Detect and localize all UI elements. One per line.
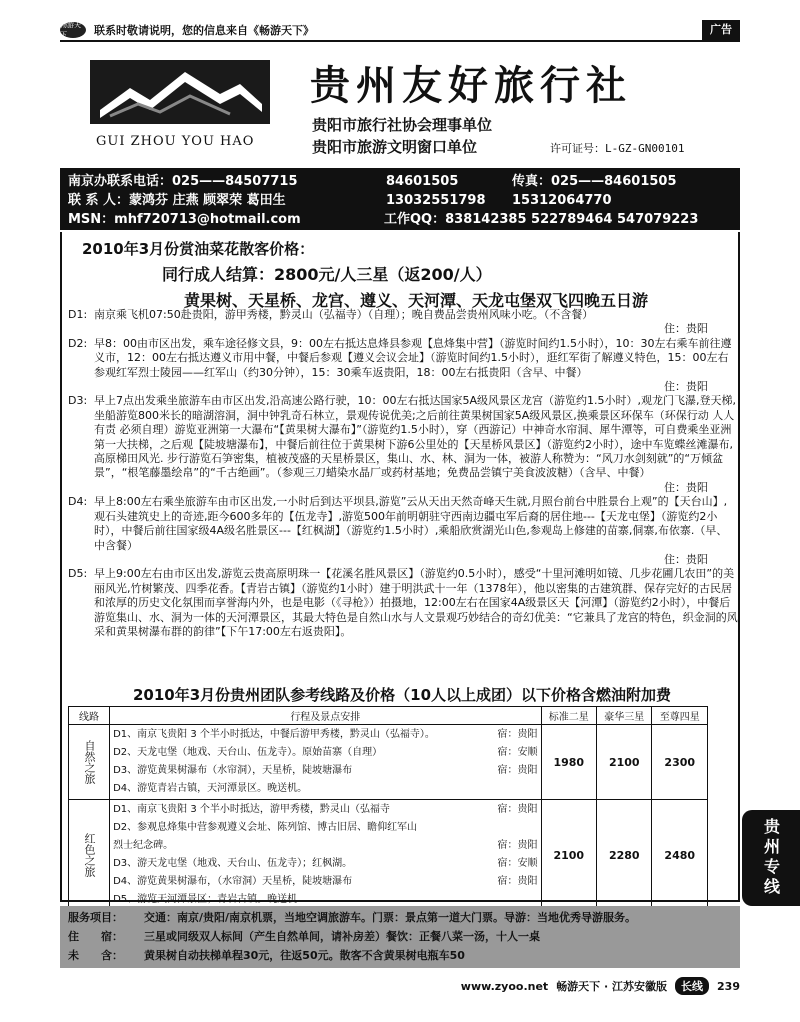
- main-content: [60, 232, 740, 905]
- day-text: 南京乘飞机07:50赴贵阳，游甲秀楼，黔灵山（弘福寺）（自理）；晚自费品尝贵州风味小吃。（不含餐）: [94, 308, 594, 321]
- col-three-star: 豪华三星: [597, 707, 652, 725]
- top-bar: [60, 20, 740, 42]
- day-stay: 住：贵阳: [664, 552, 708, 566]
- service-text: 交通：南京/贵阳/南京机票，当地空调旅游车。门票：景点第一道大门票。导游：当地优秀导游服务。: [144, 911, 637, 924]
- promo-price: 同行成人结算：2800元/人三星（返200/人）: [162, 265, 492, 284]
- promo-title: 2010年3月份赏油菜花散客价格：: [82, 240, 315, 258]
- route-category: 红色之旅: [69, 800, 110, 911]
- itinerary-line: D3、游览黄果树瀑布（水帘洞），天星桥，陡坡塘瀑布: [113, 765, 353, 776]
- day-label: D5:: [68, 567, 88, 581]
- itinerary-line: D4、游览青岩古镇，天河潭景区。晚送机。: [113, 783, 308, 794]
- itinerary-stay: 宿：贵阳: [497, 804, 538, 815]
- price-two-star: 2100: [541, 800, 596, 911]
- itinerary-line: D2、天龙屯堡（地戏、天台山、伍龙寺）。原始苗寨（自理）: [113, 747, 383, 758]
- contact-people: 联 系 人：蒙鸿芬 庄燕 顾翠荣 葛田生: [68, 193, 286, 208]
- itinerary-stay: 宿：安顺: [497, 858, 538, 869]
- itinerary-line: 烈士纪念碑。: [113, 840, 174, 851]
- itinerary-line: D5、游览天河潭景区；青岩古镇。晚送机: [113, 894, 298, 905]
- itinerary-line: D2、参观息烽集中营参观遵义会址、陈列馆、博古旧居、瞻仰红军山: [113, 822, 418, 833]
- day-label: D2:: [68, 336, 88, 350]
- day-stay: 住：贵阳: [664, 480, 708, 494]
- contact-block: [60, 168, 740, 230]
- itinerary-day: [66, 394, 738, 495]
- col-route: 线路: [69, 707, 110, 725]
- route-itinerary: [110, 725, 541, 800]
- col-itinerary: 行程及景点安排: [110, 707, 541, 725]
- website-url: www.zyoo.net: [460, 979, 549, 993]
- nanjing-phone: 南京办联系电话：025——84507715: [68, 174, 298, 189]
- license-number: 许可证号：L-GZ-GN00101: [550, 142, 685, 155]
- price-four-star: 2480: [652, 800, 708, 911]
- group-routes-table: [68, 706, 708, 911]
- price-three-star: 2280: [597, 800, 652, 911]
- day-text: 早上7点出发乘坐旅游车由市区出发,沿高速公路行驶，10：00左右抵达国家5A级风景区龙宫（游览约1.5小时）,观龙门飞瀑,登天梯,坐船游览800米长的暗湖溶洞，洞中钟乳奇石林立，景观传说优美;之后前往黄果树国家5A级风景区,换乘景区环保车（环保行动 人人有责 必须自理）游览亚洲第一大瀑布“【黄果树大瀑布】”（游览约1.5小时），穿（西游记）中神奇水帘洞、犀牛潭等，可自费乘坐亚洲第一大扶梯，之后观【陡坡塘瀑布】，中餐后前往位于黄果树下游6公里处的【天星桥风景区】（游览约2小时），途中车览蝶丝滩瀑布, 高原梯田风光. 步行游览石笋密集，植被茂盛的天星桥景区，集山、水、林、洞为一体，被游人称赞为：“风刀水剑刻就”的“万倾盆景”，“根笔藤墨绘帛”的“千古绝画”。（参观三刀蜡染水晶厂或药材基地；免费品尝镇宁美食波波糖）（含早、中餐）: [94, 394, 736, 480]
- nanjing-phone-2: 84601505: [386, 174, 459, 189]
- itinerary-stay: 宿：贵阳: [497, 876, 538, 887]
- itinerary-day: [66, 308, 738, 337]
- itinerary-line: D3、游天龙屯堡（地戏、天台山、伍龙寺）；红枫湖。: [113, 858, 353, 869]
- itinerary-day: [66, 567, 738, 639]
- service-row: [68, 908, 732, 927]
- table-row: [69, 800, 708, 911]
- day-label: D3:: [68, 394, 88, 408]
- day-text: 早上8:00左右乘坐旅游车由市区出发,一小时后到达平坝县,游览”云从天出天然奇峰天生就,月照台前台中胜景台上观”的【天台山】,观石头建筑史上的奇迹,距今600多年的【伍龙寺】,游览500年前明朝驻守西南边疆屯军后裔的居住地---【天龙屯堡】（游览约2小时），中餐后前往国家级4A级名胜景区---【红枫湖】（游览约1.5小时）,乘船欣赏湖光山色,参观岛上修建的苗寨,侗寨,布依寨.（早、中含餐）: [94, 495, 728, 552]
- day-label: D1:: [68, 308, 88, 321]
- page-number: 239: [717, 979, 740, 993]
- itinerary-day: [66, 337, 738, 395]
- service-label: 住 宿：: [68, 930, 123, 943]
- group-tour-title: 2010年3月份贵州团队参考线路及价格（10人以上成团）以下价格含燃油附加费: [132, 686, 672, 704]
- agency-header: [60, 44, 740, 164]
- page-footer: [60, 976, 740, 996]
- source-notice: 联系时敬请说明，您的信息来自《畅游天下》: [94, 24, 314, 37]
- route-itinerary: [110, 800, 541, 911]
- itinerary-stay: 宿：贵阳: [497, 729, 538, 740]
- fax: 传真：025——84601505: [512, 174, 677, 189]
- itinerary-stay: 宿：贵阳: [497, 840, 538, 851]
- col-four-star: 至尊四星: [652, 707, 708, 725]
- service-label: 未 含：: [68, 949, 123, 962]
- itinerary-line: D1、南京飞贵阳 3 个半小时抵达，游甲秀楼，黔灵山（弘福寺: [113, 804, 390, 815]
- logo-caption: GUI ZHOU YOU HAO: [96, 134, 255, 149]
- services-block: [60, 906, 740, 968]
- price-three-star: 2100: [597, 725, 652, 800]
- ad-label: 广告: [702, 20, 740, 40]
- day-text: 早上9:00左右由市区出发,游览云贵高原明珠一【花溪名胜风景区】（游览约0.5小时），感受“十里河滩明如镜、几步花圃几农田”的美丽风光,竹树繁茂、四季花香。【青岩古镇】（游览约1小时）建于明洪武十一年（1378年），他以密集的古建筑群、保存完好的古民居和浓厚的历史文化氛围而享誉海内外，也是电影（《寻枪》）拍摄地，12:00左右在国家4A级景区天【河潭】（游览约2小时），中餐后游览集山、水、洞为一体的天河潭景区，其最大特色是自然山水与人文景观巧妙结合的奇幻优美：“它兼具了龙宫的特色，织金洞的风采和黄果树瀑布群的韵律”【下午17:00左右返贵阳】。: [94, 567, 738, 638]
- day-text: 早8：00由市区出发，乘车途径修文县，9：00左右抵达息烽县参观【息烽集中营】（游览时间约1.5小时），10：30左右乘车前往遵义市，12：00左右抵达遵义市用中餐，中餐后参观【遵义会议会址】（游览时间约1.5小时），逛红军街了解遵义特色，15：00左右参观红军烈士陵园——红军山（约30分钟），15：30乘车返贵阳，18：00左右抵贵阳（含早、中餐）: [94, 336, 732, 379]
- work-qq: 工作QQ：838142385 522789464 547079223: [384, 212, 699, 227]
- service-text: 黄果树自动扶梯单程30元，往返50元。散客不含黄果树电瓶车50: [144, 949, 465, 962]
- price-four-star: 2300: [652, 725, 708, 800]
- guizhou-line-tab: 贵州专线: [742, 810, 800, 906]
- table-header-row: [69, 707, 708, 725]
- day-stay: 住：贵阳: [664, 380, 708, 394]
- mobile-2: 15312064770: [512, 193, 612, 208]
- long-line-tag: 长线: [675, 977, 709, 995]
- mountain-logo-icon: [90, 60, 270, 124]
- mobile-1: 13032551798: [386, 193, 486, 208]
- itinerary-days: [66, 308, 738, 639]
- itinerary-day: [66, 495, 738, 567]
- agency-name: 贵州友好旅行社: [310, 62, 632, 109]
- day-stay: 住：贵阳: [664, 322, 708, 336]
- magazine-edition: 畅游天下 · 江苏安徽版: [556, 980, 668, 993]
- route-category: 自然之旅: [69, 725, 110, 800]
- msn-contact: MSN：mhf720713@hotmail.com: [68, 212, 301, 227]
- magazine-logo: 畅游天下: [60, 22, 86, 38]
- itinerary-stay: 宿：贵阳: [497, 765, 538, 776]
- promo-route-title: 黄果树、天星桥、龙宫、遵义、天河潭、天龙屯堡双飞四晚五日游: [184, 291, 649, 310]
- service-label: 服务项目：: [68, 911, 123, 924]
- col-two-star: 标准二星: [541, 707, 596, 725]
- table-row: [69, 725, 708, 800]
- service-row: [68, 927, 732, 946]
- service-text: 三星或同级双人标间（产生自然单间，请补房差）餐饮：正餐八菜一汤，十人一桌: [144, 930, 540, 943]
- price-two-star: 1980: [541, 725, 596, 800]
- membership-2: 贵阳市旅游文明窗口单位: [312, 138, 478, 156]
- day-label: D4:: [68, 495, 88, 509]
- itinerary-stay: 宿：安顺: [497, 747, 538, 758]
- itinerary-line: D1、南京飞贵阳 3 个半小时抵达，中餐后游甲秀楼，黔灵山（弘福寺）。: [113, 729, 435, 740]
- service-row: [68, 946, 732, 965]
- itinerary-line: D4、游览黄果树瀑布，（水帘洞）天星桥，陡坡塘瀑布: [113, 876, 353, 887]
- membership-1: 贵阳市旅行社协会理事单位: [312, 116, 493, 134]
